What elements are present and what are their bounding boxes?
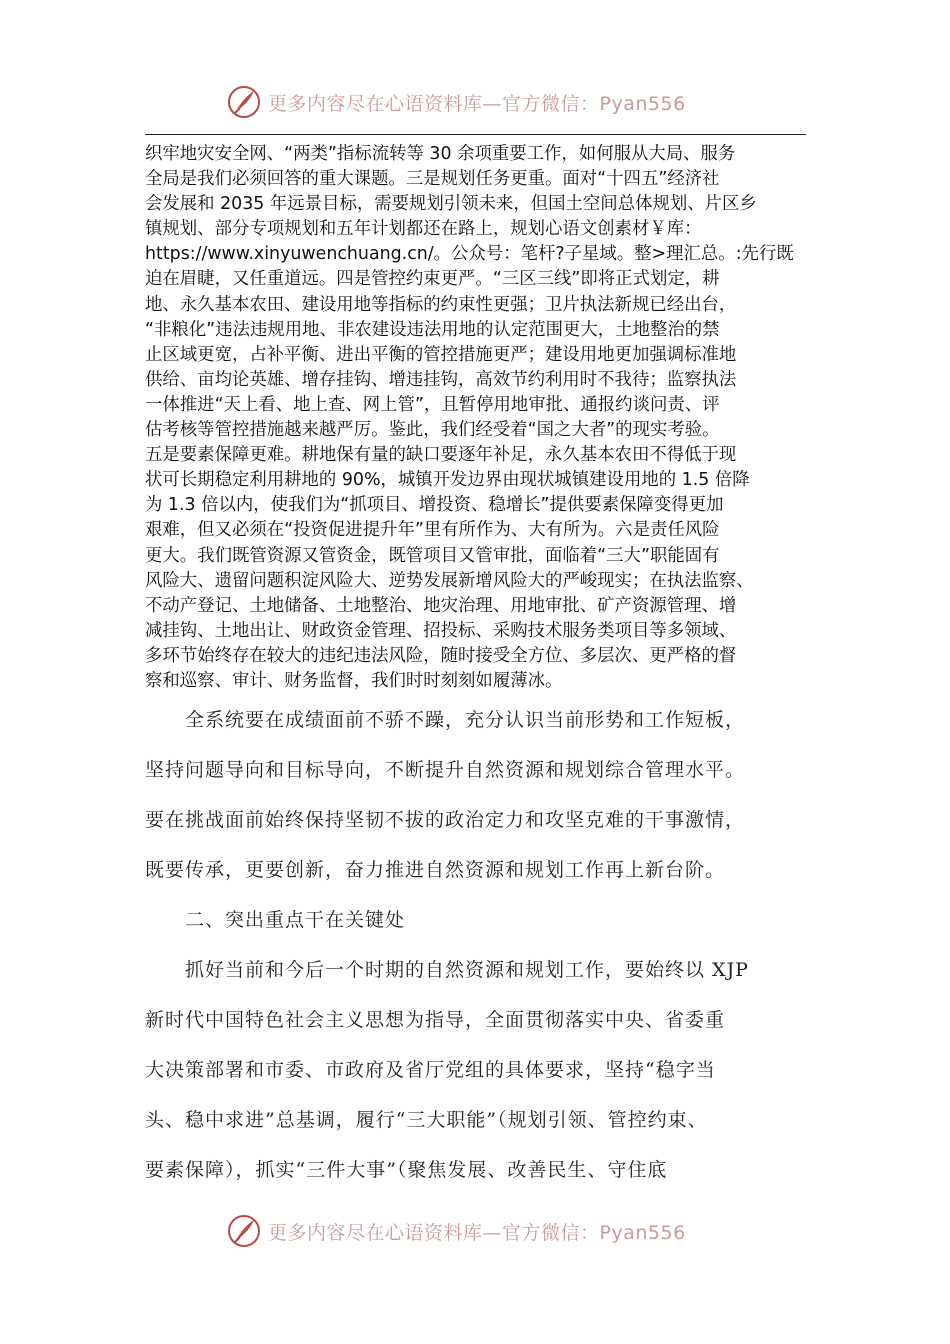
banner-prefix: 更多内容尽在心语资料库—官方微信： [268, 92, 600, 115]
text-line: 全局是我们必须回答的重大课题。三是规划任务更重。面对“十四五”经济社 [145, 169, 720, 190]
footer-banner [226, 1211, 726, 1251]
text-line: 估考核等管控措施越来越严厉。鉴此，我们经受着“国之大者”的现实考验。 [145, 420, 720, 441]
text-line: 减挂钩、土地出让、财政资金管理、招投标、采购技术服务类项目等多领域、 [145, 620, 737, 641]
text-line: 五是要素保障更难。耕地保有量的缺口要逐年补足，永久基本农田不得低于现 [145, 445, 737, 466]
text-line: 不动产登记、土地储备、土地整治、地灾治理、用地审批、矿产资源管理、增 [145, 595, 737, 616]
text-line: 地、永久基本农田、建设用地等指标的约束性更强；卫片执法新规已经出台， [145, 294, 737, 315]
text-line: 多环节始终存在较大的违纪违法风险，随时接受全方位、多层次、更严格的督 [145, 645, 737, 666]
paragraph-3 [145, 945, 809, 1195]
wechat-id: Pyan556 [599, 92, 686, 115]
text-line: 一体推进“天上看、地上查、网上管”，且暂停用地审批、通报约谈问责、评 [145, 394, 720, 415]
text-line: 既要传承，更要创新，奋力推进自然资源和规划工作再上新台阶。 [145, 859, 726, 881]
text-line: https://www.xinyuwenchuang.cn/。公众号：笔杆?子星域。整>理汇总。:先行既 [145, 244, 794, 265]
section-heading [145, 895, 809, 945]
text-line: 织牢地灾安全网、“两类”指标流转等 30 余项重要工作，如何服从大局、服务 [145, 144, 736, 164]
text-line: 新时代中国特色社会主义思想为指导，全面贯彻落实中央、省委重 [145, 1009, 726, 1031]
text-line: 全系统要在成绩面前不骄不躁，充分认识当前形势和工作短板， [145, 709, 746, 731]
paragraph-2 [145, 695, 809, 895]
text-line: 艰难，但又必须在“投资促进提升年”里有所作为、大有所为。六是责任风险 [145, 520, 720, 541]
quill-pen-icon [226, 84, 262, 120]
quill-pen-icon [226, 1213, 262, 1249]
text-line: 坚持问题导向和目标导向，不断提升自然资源和规划综合管理水平。 [145, 759, 746, 781]
section-heading-text: 二、突出重点干在关键处 [145, 909, 406, 931]
banner-text [268, 89, 686, 116]
banner-text [268, 1218, 686, 1245]
text-line: 要素保障），抓实“三件大事”（聚焦发展、改善民生、守住底 [145, 1159, 668, 1181]
header-banner [226, 82, 726, 122]
text-line: 察和巡察、审计、财务监督，我们时时刻刻如履薄冰。 [145, 670, 563, 691]
text-line: “非粮化”违法违规用地、非农建设违法用地的认定范围更大，土地整治的禁 [145, 319, 720, 340]
text-line: 头、稳中求进”总基调，履行“三大职能”（规划引领、管控约束、 [145, 1109, 708, 1131]
text-line: 大决策部署和市委、市政府及省厅党组的具体要求，坚持“稳字当 [145, 1059, 716, 1081]
text-line: 要在挑战面前始终保持坚韧不拔的政治定力和攻坚克难的干事激情， [145, 809, 746, 831]
text-line: 风险大、遗留问题积淀风险大、逆势发展新增风险大的严峻现实；在执法监察、 [145, 570, 754, 591]
text-line: 会发展和 2035 年远景目标，需要规划引领未来，但国土空间总体规划、片区乡 [145, 194, 757, 215]
text-line: 状可长期稳定利用耕地的 90%，城镇开发边界由现状城镇建设用地的 1.5 倍降 [145, 470, 750, 491]
text-line: 迫在眉睫，又任重道远。四是管控约束更严。“三区三线”即将正式划定，耕 [145, 269, 720, 290]
text-line: 供给、亩均论英雄、增存挂钩、增违挂钩，高效节约利用时不我待；监察执法 [145, 369, 737, 390]
banner-prefix: 更多内容尽在心语资料库—官方微信： [268, 1221, 600, 1244]
text-line: 镇规划、部分专项规划和五年计划都还在路上，规划心语文创素材￥库： [145, 219, 702, 240]
text-line: 抓好当前和今后一个时期的自然资源和规划工作，要始终以 XJP [145, 959, 749, 981]
text-line: 止区域更宽，占补平衡、进出平衡的管控措施更严；建设用地更加强调标准地 [145, 344, 737, 365]
text-line: 为 1.3 倍以内，使我们为“抓项目、增投资、稳增长”提供要素保障变得更加 [145, 495, 724, 516]
paragraph-1 [145, 142, 809, 694]
wechat-id: Pyan556 [599, 1221, 686, 1244]
text-line: 更大。我们既管资源又管资金，既管项目又管审批，面临着“三大”职能固有 [145, 545, 720, 566]
header-divider [145, 134, 806, 135]
